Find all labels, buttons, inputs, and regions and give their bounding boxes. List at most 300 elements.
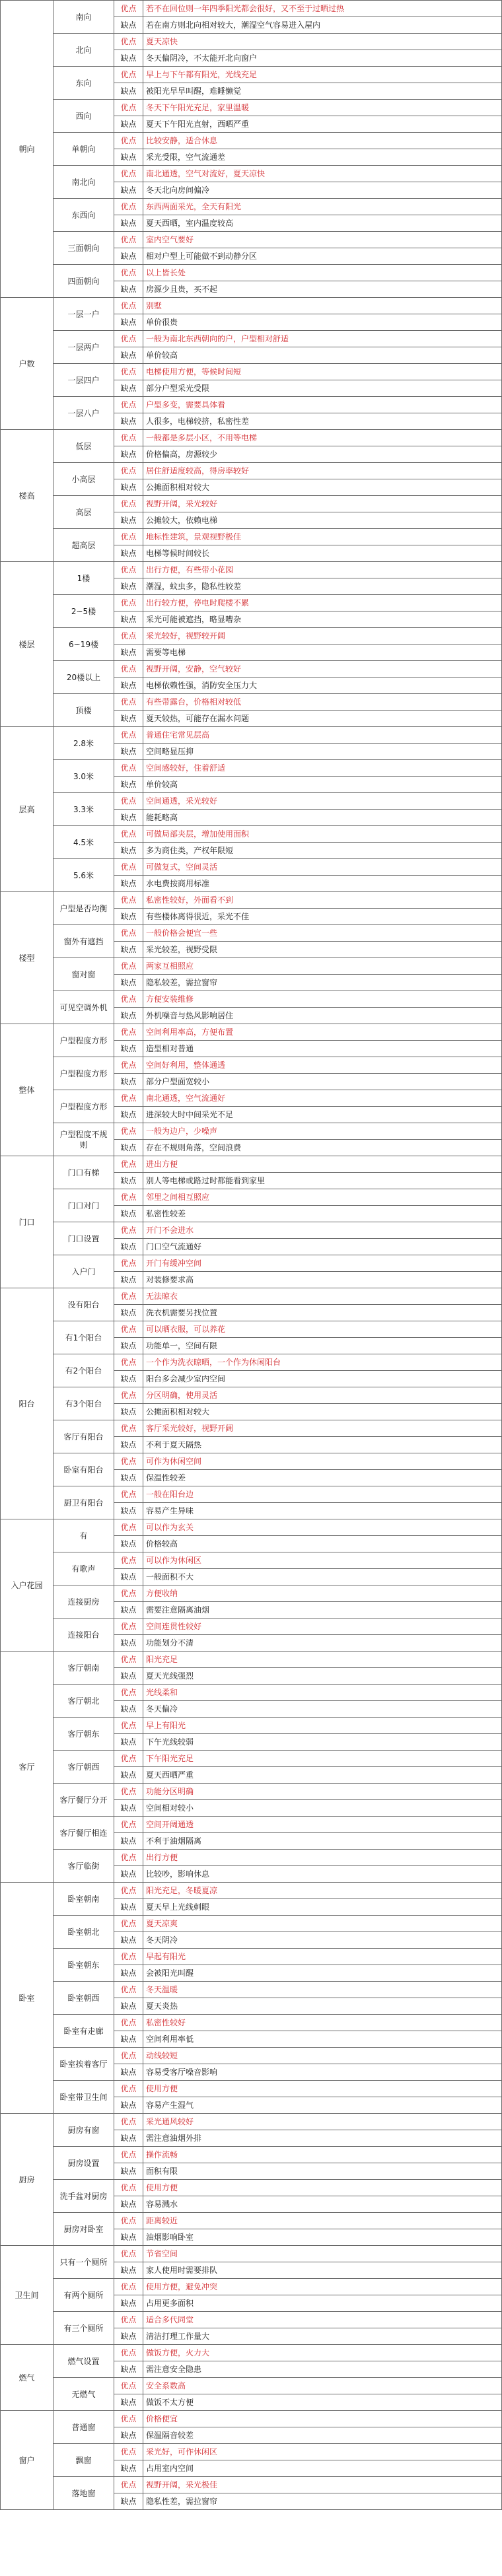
con-text: 电梯等候时间较长 — [143, 545, 502, 562]
subcategory-cell: 厨房有窗 — [54, 2114, 114, 2147]
table-row — [1, 1850, 502, 1866]
pro-text: 进出方便 — [143, 1156, 502, 1173]
con-label: 缺点 — [114, 578, 143, 595]
category-cell: 楼层 — [1, 562, 54, 727]
subcategory-cell: 有3个阳台 — [54, 1387, 114, 1420]
pro-label: 优点 — [114, 1619, 143, 1635]
pro-text: 采光好，可作休闲区 — [143, 2444, 502, 2460]
pro-text: 阳光充足，冬暖夏凉 — [143, 1883, 502, 1899]
con-label: 缺点 — [114, 116, 143, 133]
con-text: 夏天西晒严重 — [143, 1767, 502, 1784]
pro-text: 方便收纳 — [143, 1585, 502, 1602]
pro-label: 优点 — [114, 826, 143, 843]
con-text: 清洁打理工作量大 — [143, 2328, 502, 2345]
pro-text: 使用方便，避免冲突 — [143, 2279, 502, 2295]
pro-label: 优点 — [114, 463, 143, 479]
subcategory-cell: 20楼以上 — [54, 661, 114, 694]
table-row — [1, 595, 502, 611]
pro-text: 夏天凉快 — [143, 34, 502, 50]
con-text: 需注意安全隐患 — [143, 2361, 502, 2378]
subcategory-cell: 南向 — [54, 1, 114, 34]
category-cell: 楼高 — [1, 430, 54, 562]
con-text: 油烟影响卧室 — [143, 2229, 502, 2246]
pro-text: 空间通透，采光较好 — [143, 793, 502, 810]
pro-label: 优点 — [114, 595, 143, 611]
category-cell: 层高 — [1, 727, 54, 892]
table-row — [1, 2279, 502, 2295]
pro-text: 户型多变，需要具体看 — [143, 397, 502, 413]
con-text: 夏天光线强烈 — [143, 1668, 502, 1685]
subcategory-cell: 小高层 — [54, 463, 114, 496]
subcategory-cell: 四面朝向 — [54, 265, 114, 298]
pro-text: 以上皆长处 — [143, 265, 502, 281]
table-row — [1, 100, 502, 116]
con-label: 缺点 — [114, 611, 143, 628]
con-label: 缺点 — [114, 2460, 143, 2477]
pro-text: 空间开阔通透 — [143, 1817, 502, 1833]
subcategory-cell: 门口对门 — [54, 1189, 114, 1222]
table-row — [1, 1024, 502, 1041]
subcategory-cell: 窗外有遮挡 — [54, 925, 114, 958]
subcategory-cell: 有 — [54, 1519, 114, 1552]
pro-text: 空间利用率高，方便布置 — [143, 1024, 502, 1041]
con-text: 夏天较热，可能存在漏水问题 — [143, 711, 502, 727]
con-label: 缺点 — [114, 1569, 143, 1585]
pro-label: 优点 — [114, 2411, 143, 2427]
table-row — [1, 331, 502, 347]
pro-label: 优点 — [114, 925, 143, 942]
pro-label: 优点 — [114, 133, 143, 149]
table-row — [1, 2411, 502, 2427]
table-row — [1, 1916, 502, 1932]
con-text: 夏天早上光线刺眼 — [143, 1899, 502, 1916]
subcategory-cell: 超高层 — [54, 529, 114, 562]
table-row — [1, 1486, 502, 1503]
con-text: 进深较大时中间采光不足 — [143, 1107, 502, 1123]
con-label: 缺点 — [114, 281, 143, 298]
con-text: 能耗略高 — [143, 810, 502, 826]
table-row — [1, 1255, 502, 1272]
con-text: 空间略显压抑 — [143, 744, 502, 760]
table-row — [1, 661, 502, 678]
pro-label: 优点 — [114, 562, 143, 578]
con-text: 洗衣机需要另找位置 — [143, 1305, 502, 1321]
pro-text: 方便安装维修 — [143, 991, 502, 1008]
pro-label: 优点 — [114, 1321, 143, 1338]
table-row — [1, 793, 502, 810]
pro-label: 优点 — [114, 2015, 143, 2031]
subcategory-cell: 单朝向 — [54, 133, 114, 166]
subcategory-cell: 卧室有走廊 — [54, 2015, 114, 2048]
category-cell: 客厅 — [1, 1652, 54, 1883]
table-row — [1, 1784, 502, 1800]
subcategory-cell: 西向 — [54, 100, 114, 133]
con-text: 单价很贵 — [143, 314, 502, 331]
subcategory-cell: 3.3米 — [54, 793, 114, 826]
pro-label: 优点 — [114, 2180, 143, 2196]
pro-text: 出行较方便，停电时爬楼不累 — [143, 595, 502, 611]
table-row — [1, 1982, 502, 1998]
con-text: 采光较差，视野受限 — [143, 942, 502, 958]
table-row — [1, 2345, 502, 2361]
con-label: 缺点 — [114, 1371, 143, 1387]
subcategory-cell: 户型程度方形 — [54, 1057, 114, 1090]
category-cell: 户数 — [1, 298, 54, 430]
subcategory-cell: 户型程度方形 — [54, 1090, 114, 1123]
con-label: 缺点 — [114, 1206, 143, 1222]
con-label: 缺点 — [114, 83, 143, 100]
table-row — [1, 2015, 502, 2031]
subcategory-cell: 燃气设置 — [54, 2345, 114, 2378]
pro-text: 开门有缓冲空间 — [143, 1255, 502, 1272]
pro-label: 优点 — [114, 1420, 143, 1437]
con-text: 功能单一，空间有限 — [143, 1338, 502, 1354]
pro-label: 优点 — [114, 2444, 143, 2460]
table-row — [1, 1123, 502, 1140]
pro-text: 使用方便 — [143, 2180, 502, 2196]
table-row — [1, 1, 502, 17]
con-label: 缺点 — [114, 347, 143, 364]
pro-label: 优点 — [114, 1090, 143, 1107]
con-label: 缺点 — [114, 2493, 143, 2510]
table-row — [1, 2378, 502, 2394]
con-label: 缺点 — [114, 380, 143, 397]
con-label: 缺点 — [114, 1965, 143, 1982]
table-row — [1, 1387, 502, 1404]
table-row — [1, 727, 502, 744]
con-label: 缺点 — [114, 744, 143, 760]
con-label: 缺点 — [114, 512, 143, 529]
con-text: 冬天阴冷 — [143, 1932, 502, 1949]
category-cell: 窗户 — [1, 2411, 54, 2510]
con-text: 价格较高 — [143, 1536, 502, 1552]
con-label: 缺点 — [114, 1173, 143, 1189]
pro-label: 优点 — [114, 298, 143, 314]
pro-text: 无法晾衣 — [143, 1288, 502, 1305]
pro-label: 优点 — [114, 1585, 143, 1602]
con-text: 电梯依赖性强，消防安全压力大 — [143, 678, 502, 694]
pro-text: 一般都是多层小区，不用等电梯 — [143, 430, 502, 446]
con-label: 缺点 — [114, 909, 143, 925]
con-text: 别人等电梯或路过时都能看到家里 — [143, 1173, 502, 1189]
pro-text: 私密性较好 — [143, 2015, 502, 2031]
table-row — [1, 2114, 502, 2130]
category-cell: 门口 — [1, 1156, 54, 1288]
subcategory-cell: 厨房设置 — [54, 2147, 114, 2180]
subcategory-cell: 一层一户 — [54, 298, 114, 331]
con-label: 缺点 — [114, 843, 143, 859]
table-row — [1, 925, 502, 942]
con-label: 缺点 — [114, 1668, 143, 1685]
table-row — [1, 1354, 502, 1371]
subcategory-cell: 门口设置 — [54, 1222, 114, 1255]
subcategory-cell: 只有一个厕所 — [54, 2246, 114, 2279]
table-row — [1, 2180, 502, 2196]
pro-text: 有些带露台，价格相对较低 — [143, 694, 502, 711]
pro-text: 邻里之间相互照应 — [143, 1189, 502, 1206]
category-cell: 整体 — [1, 1024, 54, 1156]
subcategory-cell: 客厅朝东 — [54, 1718, 114, 1751]
subcategory-cell: 2.8米 — [54, 727, 114, 760]
con-text: 阳台多会减少室内空间 — [143, 1371, 502, 1387]
table-row — [1, 463, 502, 479]
table-row — [1, 628, 502, 644]
con-label: 缺点 — [114, 810, 143, 826]
pro-text: 早上有阳光 — [143, 1718, 502, 1734]
subcategory-cell: 客厅朝南 — [54, 1652, 114, 1685]
subcategory-cell: 三面朝向 — [54, 232, 114, 265]
pro-text: 采光较好，视野较开阔 — [143, 628, 502, 644]
table-row — [1, 199, 502, 215]
con-text: 不利于夏天隔热 — [143, 1437, 502, 1453]
table-row — [1, 1288, 502, 1305]
table-row — [1, 1652, 502, 1668]
con-label: 缺点 — [114, 1107, 143, 1123]
con-label: 缺点 — [114, 942, 143, 958]
pro-label: 优点 — [114, 793, 143, 810]
subcategory-cell: 有歌声 — [54, 1552, 114, 1585]
pro-label: 优点 — [114, 2378, 143, 2394]
subcategory-cell: 南北向 — [54, 166, 114, 199]
pro-text: 做饭方便，火力大 — [143, 2345, 502, 2361]
con-text: 容易产生湿气 — [143, 2097, 502, 2114]
pro-label: 优点 — [114, 430, 143, 446]
subcategory-cell: 洗手盆对厨房 — [54, 2180, 114, 2213]
table-row — [1, 1090, 502, 1107]
subcategory-cell: 普通窗 — [54, 2411, 114, 2444]
pro-label: 优点 — [114, 991, 143, 1008]
pro-text: 视野开阔，采光较好 — [143, 496, 502, 512]
pro-text: 若不在回位则一年四季阳光都会很好，又不至于过晒过热 — [143, 1, 502, 17]
pro-text: 分区明确，使用灵活 — [143, 1387, 502, 1404]
con-text: 占用更多面积 — [143, 2295, 502, 2312]
pro-text: 比较安静，适合休息 — [143, 133, 502, 149]
pro-label: 优点 — [114, 2081, 143, 2097]
con-label: 缺点 — [114, 644, 143, 661]
con-text: 被阳光早早叫醒，难睡懒觉 — [143, 83, 502, 100]
subcategory-cell: 没有阳台 — [54, 1288, 114, 1321]
subcategory-cell: 一层四户 — [54, 364, 114, 397]
con-label: 缺点 — [114, 215, 143, 232]
subcategory-cell: 有1个阳台 — [54, 1321, 114, 1354]
pro-label: 优点 — [114, 199, 143, 215]
pro-text: 别墅 — [143, 298, 502, 314]
con-label: 缺点 — [114, 2130, 143, 2147]
table-row — [1, 2147, 502, 2163]
con-text: 需注意油烟外排 — [143, 2130, 502, 2147]
con-text: 隐私性差，需拉窗帘 — [143, 2493, 502, 2510]
table-row — [1, 67, 502, 83]
subcategory-cell: 4.5米 — [54, 826, 114, 859]
table-row — [1, 1619, 502, 1635]
pro-text: 距离较近 — [143, 2213, 502, 2229]
table-row — [1, 1949, 502, 1965]
subcategory-cell: 顶楼 — [54, 694, 114, 727]
table-row — [1, 232, 502, 248]
con-text: 冬天北向房间偏冷 — [143, 182, 502, 199]
pro-text: 节省空间 — [143, 2246, 502, 2262]
con-label: 缺点 — [114, 1932, 143, 1949]
subcategory-cell: 客厅朝西 — [54, 1751, 114, 1784]
con-label: 缺点 — [114, 975, 143, 991]
con-text: 公摊面积相对较大 — [143, 1404, 502, 1420]
con-text: 夏天炎热 — [143, 1998, 502, 2015]
pro-label: 优点 — [114, 1222, 143, 1239]
con-text: 占用室内空间 — [143, 2460, 502, 2477]
con-label: 缺点 — [114, 2196, 143, 2213]
con-label: 缺点 — [114, 149, 143, 166]
pro-label: 优点 — [114, 727, 143, 744]
con-label: 缺点 — [114, 1305, 143, 1321]
pro-label: 优点 — [114, 1817, 143, 1833]
subcategory-cell: 2~5楼 — [54, 595, 114, 628]
con-text: 容易受客厅噪音影响 — [143, 2064, 502, 2081]
con-label: 缺点 — [114, 2328, 143, 2345]
con-label: 缺点 — [114, 446, 143, 463]
pro-label: 优点 — [114, 2147, 143, 2163]
con-label: 缺点 — [114, 479, 143, 496]
pro-text: 夏天凉爽 — [143, 1916, 502, 1932]
table-row — [1, 166, 502, 182]
pro-label: 优点 — [114, 496, 143, 512]
pro-label: 优点 — [114, 661, 143, 678]
con-label: 缺点 — [114, 50, 143, 67]
pro-text: 一般为边户，少噪声 — [143, 1123, 502, 1140]
con-text: 门口空气流通好 — [143, 1239, 502, 1255]
pro-label: 优点 — [114, 859, 143, 876]
pro-label: 优点 — [114, 1751, 143, 1767]
pro-label: 优点 — [114, 1255, 143, 1272]
con-text: 不利于油烟隔离 — [143, 1833, 502, 1850]
pro-text: 室内空气要好 — [143, 232, 502, 248]
pro-label: 优点 — [114, 265, 143, 281]
table-row — [1, 892, 502, 909]
subcategory-cell: 有两个厕所 — [54, 2279, 114, 2312]
con-text: 相对户型上可能做不到动静分区 — [143, 248, 502, 265]
con-text: 保温性较差 — [143, 1470, 502, 1486]
subcategory-cell: 厨卫有阳台 — [54, 1486, 114, 1519]
con-label: 缺点 — [114, 1503, 143, 1519]
pro-label: 优点 — [114, 1949, 143, 1965]
pro-label: 优点 — [114, 2279, 143, 2295]
con-label: 缺点 — [114, 876, 143, 892]
pro-label: 优点 — [114, 397, 143, 413]
table-row — [1, 2312, 502, 2328]
pro-text: 空间连贯性较好 — [143, 1619, 502, 1635]
con-label: 缺点 — [114, 1140, 143, 1156]
con-label: 缺点 — [114, 413, 143, 430]
pro-label: 优点 — [114, 1982, 143, 1998]
con-label: 缺点 — [114, 2064, 143, 2081]
con-text: 造型相对普通 — [143, 1041, 502, 1057]
table-row — [1, 1420, 502, 1437]
con-text: 若在南方则北向相对较大，潮湿空气容易进入屋内 — [143, 17, 502, 34]
pro-label: 优点 — [114, 166, 143, 182]
con-text: 外机噪音与热风影响居住 — [143, 1008, 502, 1024]
pro-text: 一个作为洗衣晾晒，一个作为休闲阳台 — [143, 1354, 502, 1371]
category-cell: 卫生间 — [1, 2246, 54, 2345]
table-row — [1, 1057, 502, 1074]
subcategory-cell: 客厅临街 — [54, 1850, 114, 1883]
table-row — [1, 1585, 502, 1602]
con-text: 空间相对较小 — [143, 1800, 502, 1817]
subcategory-cell: 可见空调外机 — [54, 991, 114, 1024]
pro-text: 安全系数高 — [143, 2378, 502, 2394]
pro-text: 动线较短 — [143, 2048, 502, 2064]
pro-text: 客厅采光较好，视野开阔 — [143, 1420, 502, 1437]
pro-text: 居住舒适度较高，得房率较好 — [143, 463, 502, 479]
con-text: 做饭不太方便 — [143, 2394, 502, 2411]
subcategory-cell: 户型程度方形 — [54, 1024, 114, 1057]
table-row — [1, 34, 502, 50]
con-text: 夏天西晒，室内温度较高 — [143, 215, 502, 232]
subcategory-cell: 客厅餐厅分开 — [54, 1784, 114, 1817]
subcategory-cell: 有2个阳台 — [54, 1354, 114, 1387]
pro-label: 优点 — [114, 760, 143, 777]
table-row — [1, 1519, 502, 1536]
table-row — [1, 826, 502, 843]
con-text: 单价较高 — [143, 347, 502, 364]
con-label: 缺点 — [114, 2394, 143, 2411]
con-label: 缺点 — [114, 17, 143, 34]
pro-label: 优点 — [114, 1453, 143, 1470]
con-text: 人很多，电梯较挤，私密性差 — [143, 413, 502, 430]
con-label: 缺点 — [114, 2163, 143, 2180]
con-text: 采光受限，空气流通差 — [143, 149, 502, 166]
pro-label: 优点 — [114, 628, 143, 644]
con-label: 缺点 — [114, 2262, 143, 2279]
con-text: 容易产生异味 — [143, 1503, 502, 1519]
table-row — [1, 1321, 502, 1338]
pro-text: 操作流畅 — [143, 2147, 502, 2163]
con-text: 潮湿，蚊虫多，隐私性较差 — [143, 578, 502, 595]
con-label: 缺点 — [114, 1536, 143, 1552]
con-label: 缺点 — [114, 2361, 143, 2378]
pro-label: 优点 — [114, 2048, 143, 2064]
con-text: 保温隔音较差 — [143, 2427, 502, 2444]
pro-text: 使用方便 — [143, 2081, 502, 2097]
pro-text: 下午阳光充足 — [143, 1751, 502, 1767]
category-cell: 朝向 — [1, 1, 54, 298]
table-row — [1, 958, 502, 975]
pro-label: 优点 — [114, 2246, 143, 2262]
pro-text: 冬天温暖 — [143, 1982, 502, 1998]
pro-text: 采光通风较好 — [143, 2114, 502, 2130]
subcategory-cell: 东西向 — [54, 199, 114, 232]
pro-label: 优点 — [114, 1123, 143, 1140]
pro-text: 价格便宜 — [143, 2411, 502, 2427]
pro-label: 优点 — [114, 232, 143, 248]
pro-label: 优点 — [114, 1883, 143, 1899]
pro-text: 光线柔和 — [143, 1685, 502, 1701]
subcategory-cell: 客厅有阳台 — [54, 1420, 114, 1453]
table-row — [1, 859, 502, 876]
pro-text: 早上与下午都有阳光，光线充足 — [143, 67, 502, 83]
subcategory-cell: 低层 — [54, 430, 114, 463]
con-text: 冬天偏冷 — [143, 1701, 502, 1718]
pro-text: 可以晒衣服，可以养花 — [143, 1321, 502, 1338]
subcategory-cell: 卧室朝西 — [54, 1982, 114, 2015]
category-cell: 楼型 — [1, 892, 54, 1024]
subcategory-cell: 东向 — [54, 67, 114, 100]
table-row — [1, 2081, 502, 2097]
con-label: 缺点 — [114, 1998, 143, 2015]
subcategory-cell: 门口有梯 — [54, 1156, 114, 1189]
pro-label: 优点 — [114, 1486, 143, 1503]
pro-label: 优点 — [114, 331, 143, 347]
pro-text: 早起有阳光 — [143, 1949, 502, 1965]
subcategory-cell: 户型程度不规则 — [54, 1123, 114, 1156]
